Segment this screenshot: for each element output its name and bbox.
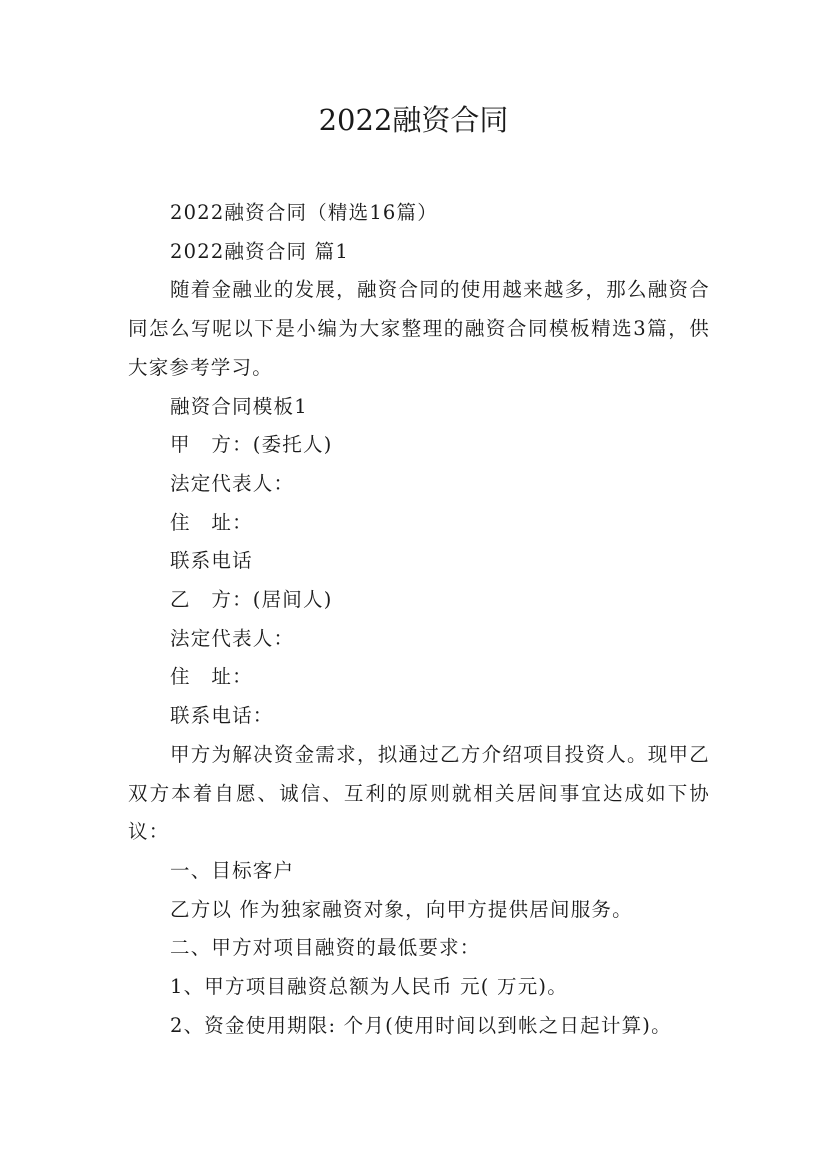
paragraph-subtitle: 2022融资合同（精选16篇） [170, 201, 438, 224]
clause-two-item-1: 1、甲方项目融资总额为人民币 元( 万元)。 [170, 975, 568, 999]
paragraph-section-heading: 2022融资合同 篇1 [170, 239, 349, 263]
clause-one-heading: 一、目标客户 [170, 858, 295, 882]
party-b-representative: 法定代表人： [170, 626, 295, 650]
party-b-phone: 联系电话： [170, 704, 274, 728]
party-a-line: 甲 方：(委托人) [170, 433, 333, 457]
clause-two-item-2: 2、资金使用期限: 个月(使用时间以到帐之日起计算)。 [170, 1013, 672, 1037]
party-a-representative: 法定代表人： [170, 471, 295, 495]
paragraph-intro: 随着金融业的发展，融资合同的使用越来越多，那么融资合同怎么写呢以下是小编为大家整理的融资合同模板精选3篇，供大家参考学习。 [128, 278, 710, 379]
party-a-address: 住 址： [170, 510, 253, 534]
document-body [128, 194, 710, 1045]
party-b-line: 乙 方：(居间人) [170, 588, 333, 612]
paragraph-template-heading: 融资合同模板1 [170, 394, 308, 418]
party-a-phone: 联系电话 [170, 549, 253, 573]
paragraph-purpose: 甲方为解决资金需求，拟通过乙方介绍项目投资人。现甲乙双方本着自愿、诚信、互利的原则就相关居间事宜达成如下协议： [128, 742, 710, 844]
party-b-address: 住 址： [170, 665, 253, 689]
clause-one-text: 乙方以 作为独家融资对象，向甲方提供居间服务。 [170, 897, 633, 921]
clause-two-heading: 二、甲方对项目融资的最低要求： [170, 936, 481, 960]
document-title: 2022融资合同 [318, 103, 509, 137]
